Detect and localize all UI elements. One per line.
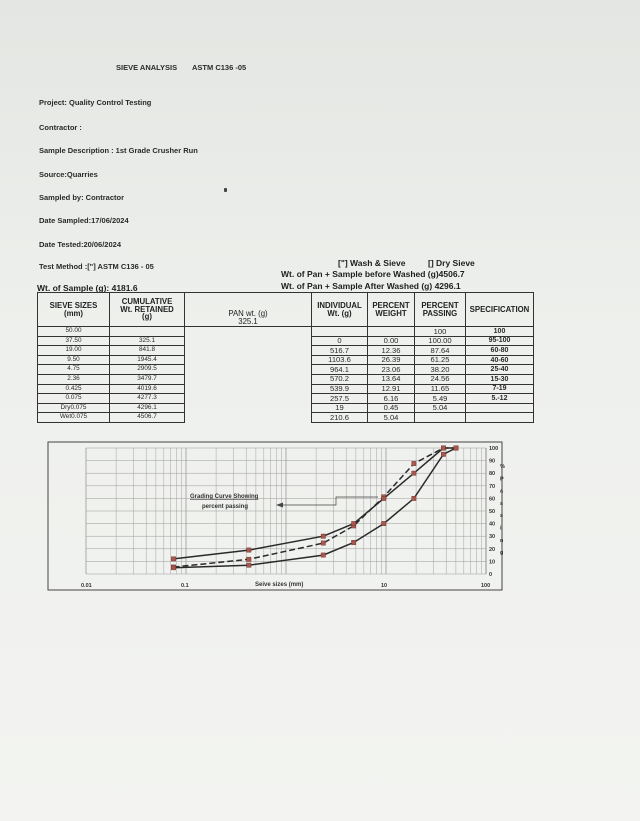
data-point-marker [321, 534, 325, 538]
percent-passing-header: PERCENT PASSING [415, 293, 466, 327]
pan-weight-header: PAN wt. (g) 325.1 [185, 293, 312, 327]
cumulative-retained-cell: 4019.6 [110, 384, 185, 394]
cumulative-retained-cell: 325.1 [110, 336, 185, 346]
data-point-marker [412, 461, 416, 465]
y-axis-label-char: g [500, 550, 504, 557]
data-point-marker [382, 521, 386, 525]
specification-header: SPECIFICATION [466, 293, 534, 327]
specification-cell: 60-80 [466, 346, 534, 356]
data-point-marker [351, 540, 355, 544]
chart-annotation-line2: percent passing [202, 504, 249, 510]
source-field: Source:Quarries [39, 170, 98, 179]
y-axis-label-char: s [500, 500, 504, 507]
report-title: SIEVE ANALYSIS [116, 63, 178, 72]
test-method-field: Test Method :["] ASTM C136 - 05 [39, 262, 154, 271]
individual-weight-cell: 19 [312, 403, 368, 413]
data-point-marker [171, 557, 175, 561]
percent-weight-header: PERCENT WEIGHT [368, 293, 415, 327]
percent-weight-cell: 6.16 [368, 394, 415, 404]
report-standard: ASTM C136 -05 [192, 63, 247, 72]
data-point-marker [412, 496, 416, 500]
individual-weight-header: INDIVIDUAL Wt. (g) [312, 293, 368, 327]
percent-passing-cell: 100 [415, 327, 466, 337]
y-tick-label: 20 [489, 546, 496, 553]
sieve-size-header: SIEVE SIZES (mm) [38, 293, 110, 327]
cumulative-retained-cell: 1945.4 [110, 355, 185, 365]
sieve-size-cell: 0.425 [38, 384, 110, 394]
individual-weight-cell: 0 [312, 336, 368, 346]
annotation-arrow-icon [276, 503, 283, 508]
individual-weight-cell: 1103.6 [312, 355, 368, 365]
sieve-size-cell: 50.00 [38, 327, 110, 337]
cumulative-retained-cell: 2909.5 [110, 365, 185, 375]
percent-passing-cell: 5.04 [415, 403, 466, 413]
pan-before-washed: Wt. of Pan + Sample before Washed (g)4506.7 [281, 269, 465, 279]
y-tick-label: 60 [489, 496, 496, 503]
data-point-marker [321, 541, 325, 545]
percent-passing-cell: 11.65 [415, 384, 466, 394]
date-tested-field: Date Tested:20/06/2024 [39, 240, 121, 249]
x-tick-label: 0.1 [181, 583, 189, 589]
sieve-size-cell: Wet0.075 [38, 413, 110, 423]
sieve-size-cell: 0.075 [38, 394, 110, 404]
y-axis-label-char: s [500, 513, 504, 520]
sieve-size-cell: 2.36 [38, 374, 110, 384]
wash-sieve-option: ["] Wash & Sieve [338, 258, 406, 268]
x-axis-label: Seive sizes (mm) [255, 582, 304, 588]
specification-cell: 100 [466, 327, 534, 337]
sieve-size-cell: 4.75 [38, 365, 110, 375]
sieve-size-cell: Dry0.075 [38, 403, 110, 413]
y-tick-label: 10 [489, 559, 496, 566]
y-tick-label: 0 [489, 572, 493, 578]
data-point-marker [247, 563, 251, 567]
data-point-marker [351, 521, 355, 525]
y-tick-label: 30 [489, 534, 496, 541]
percent-passing-cell: 61.25 [415, 355, 466, 365]
specification-cell: 7-19 [466, 384, 534, 394]
data-point-marker [441, 446, 445, 450]
percent-weight-cell: 23.06 [368, 365, 415, 375]
x-tick-label: 100 [481, 583, 491, 589]
y-tick-label: 100 [489, 446, 499, 452]
data-point-marker [171, 566, 175, 570]
individual-weight-cell: 257.5 [312, 394, 368, 404]
individual-weight-cell: 964.1 [312, 365, 368, 375]
sieve-size-cell: 19.00 [38, 346, 110, 356]
date-sampled-field: Date Sampled:17/06/2024 [39, 216, 129, 225]
y-axis-label-char: n [500, 537, 504, 544]
data-point-marker [321, 553, 325, 557]
cumulative-header: CUMULATIVE Wt. RETAINED (g) [110, 293, 185, 327]
data-point-marker [454, 446, 458, 450]
sieve-size-cell: 9.50 [38, 355, 110, 365]
individual-weight-cell: 539.9 [312, 384, 368, 394]
percent-passing-cell: 87.64 [415, 346, 466, 356]
individual-weight-cell: 516.7 [312, 346, 368, 356]
individual-weight-cell: 210.6 [312, 413, 368, 423]
chart-grid [86, 448, 486, 574]
percent-weight-cell: 13.64 [368, 374, 415, 384]
specification-cell: 95-100 [466, 336, 534, 346]
y-tick-label: 80 [489, 471, 496, 478]
sample-description-field: Sample Description : 1st Grade Crusher Run [39, 146, 198, 155]
sampled-by-field: Sampled by: Contractor [39, 193, 125, 202]
percent-weight-cell: 26.39 [368, 355, 415, 365]
specification-cell: 5.-12 [466, 394, 534, 404]
percent-passing-cell: 24.56 [415, 374, 466, 384]
specification-cell: 15-30 [466, 374, 534, 384]
y-axis-label-char: % [500, 464, 505, 470]
specification-cell: 40-60 [466, 355, 534, 365]
individual-weight-cell: 570.2 [312, 374, 368, 384]
pan-after-washed: Wt. of Pan + Sample After Washed (g) 4296.1 [281, 281, 461, 291]
cumulative-retained-cell: 4296.1 [110, 403, 185, 413]
data-point-marker [412, 471, 416, 475]
data-point-marker [247, 548, 251, 552]
y-tick-label: 50 [489, 509, 496, 515]
sieve-size-cell: 37.50 [38, 336, 110, 346]
y-tick-labels [489, 446, 498, 578]
sample-weight: Wt. of Sample (g): 4181.6 [37, 283, 138, 293]
percent-weight-cell: 12.91 [368, 384, 415, 394]
x-tick-label: 10 [381, 583, 388, 589]
data-point-marker [441, 452, 445, 456]
cumulative-retained-cell: 4506.7 [110, 413, 185, 423]
project-field: Project: Quality Control Testing [39, 98, 152, 107]
data-point-marker [382, 496, 386, 500]
contractor-field: Contractor : [39, 123, 82, 132]
percent-passing-cell: 100.00 [415, 336, 466, 346]
percent-passing-cell: 5.49 [415, 394, 466, 404]
y-axis-label-char: i [500, 525, 502, 532]
cumulative-retained-cell: 841.8 [110, 346, 185, 356]
dry-sieve-option: [] Dry Sieve [428, 258, 475, 268]
percent-weight-cell: 12.36 [368, 346, 415, 356]
data-point-marker [247, 557, 251, 561]
percent-weight-cell: 0.00 [368, 336, 415, 346]
y-tick-label: 90 [489, 458, 496, 465]
chart-annotation-line1: Grading Curve Showing [190, 494, 259, 500]
cumulative-retained-cell: 3479.7 [110, 374, 185, 384]
y-tick-label: 70 [489, 483, 496, 490]
cumulative-retained-cell: 4277.3 [110, 394, 185, 404]
x-tick-label: 0.01 [81, 583, 92, 589]
specification-cell: 25-40 [466, 365, 534, 375]
y-tick-label: 40 [489, 521, 496, 528]
y-axis-label-char: a [500, 488, 504, 495]
y-axis-label-char: P [500, 476, 504, 483]
percent-weight-cell: 0.45 [368, 403, 415, 413]
percent-weight-cell: 5.04 [368, 413, 415, 423]
percent-passing-cell: 38.20 [415, 365, 466, 375]
